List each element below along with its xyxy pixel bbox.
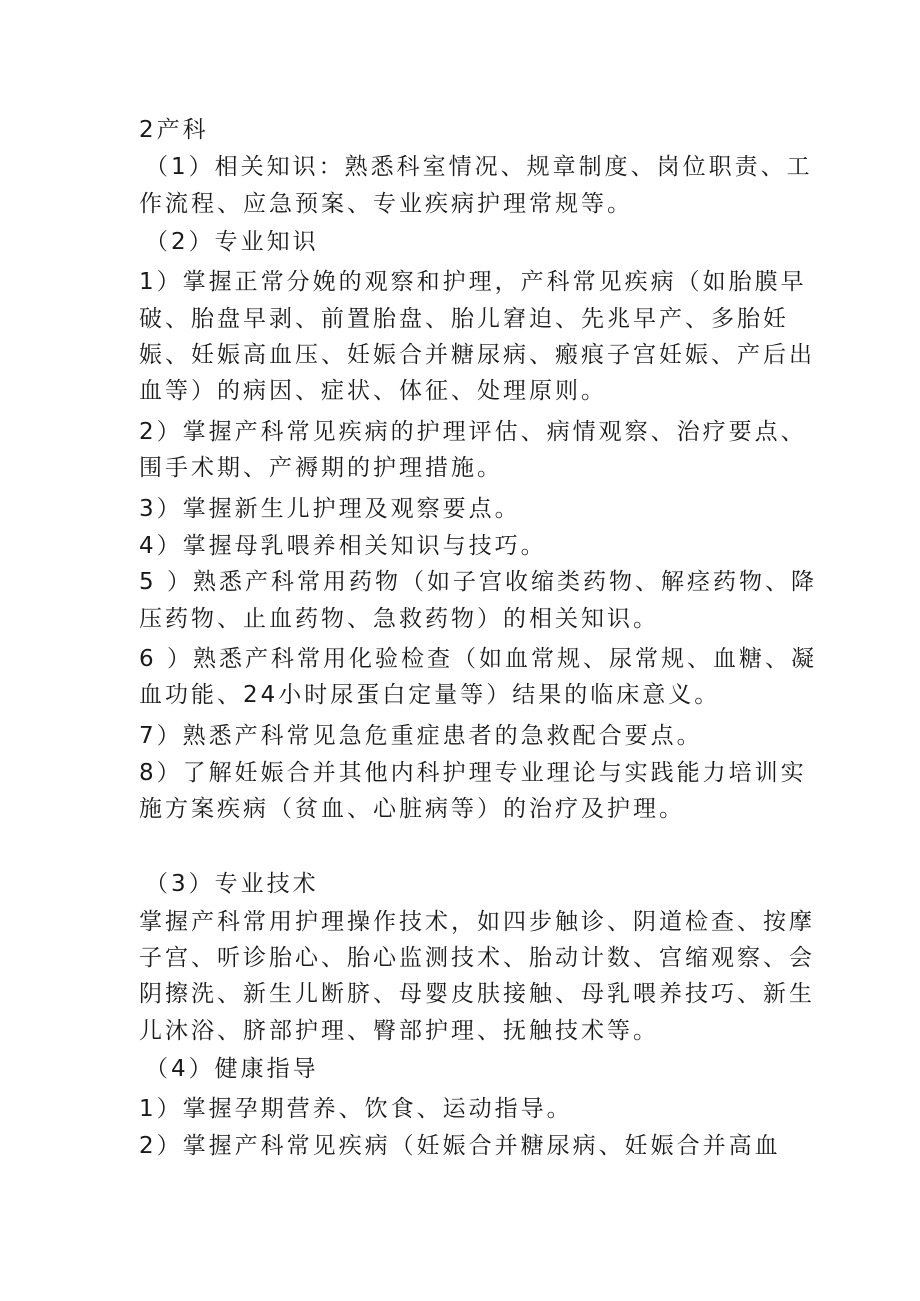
subsection-heading: （4）健康指导 (145, 1056, 319, 1082)
text-line: 2）掌握产科常见疾病（妊娠合并糖尿病、妊娠合并高血 (139, 1133, 781, 1159)
text-line: 阴擦洗、新生儿断脐、母婴皮肤接触、母乳喂养技巧、新生 (139, 981, 815, 1007)
text-line: 血功能、24小时尿蛋白定量等）结果的临床意义。 (139, 682, 721, 708)
text-line: 施方案疾病（贫血、心脏病等）的治疗及护理。 (139, 796, 685, 822)
subsection-heading: （3）专业技术 (145, 871, 319, 897)
text-line: 6 ）熟悉产科常用化验检查（如血常规、尿常规、血糖、凝 (139, 646, 817, 672)
text-line: 子宫、听诊胎心、胎心监测技术、胎动计数、宫缩观察、会 (139, 945, 815, 971)
text-line: 压药物、止血药物、急救药物）的相关知识。 (139, 606, 659, 632)
subsection-heading: （2）专业知识 (145, 229, 319, 255)
text-line: （1）相关知识：熟悉科室情况、规章制度、岗位职责、工 (145, 154, 813, 180)
text-line: 围手术期、产褥期的护理措施。 (139, 455, 503, 481)
text-line: 1）掌握正常分娩的观察和护理，产科常见疾病（如胎膜早 (139, 269, 807, 295)
text-line: 3）掌握新生儿护理及观察要点。 (139, 496, 521, 522)
text-line: 1）掌握孕期营养、饮食、运动指导。 (139, 1096, 573, 1122)
text-line: 儿沐浴、脐部护理、臀部护理、抚触技术等。 (139, 1018, 659, 1044)
text-line: 5 ）熟悉产科常用药物（如子宫收缩类药物、解痉药物、降 (139, 569, 817, 595)
text-line: 4）掌握母乳喂养相关知识与技巧。 (139, 533, 547, 559)
text-line: 血等）的病因、症状、体征、处理原则。 (139, 378, 607, 404)
text-line: 2）掌握产科常见疾病的护理评估、病情观察、治疗要点、 (139, 419, 807, 445)
text-line: 7）熟悉产科常见急危重症患者的急救配合要点。 (139, 723, 703, 749)
text-line: 娠、妊娠高血压、妊娠合并糖尿病、瘢痕子宫妊娠、产后出 (139, 342, 815, 368)
text-line: 作流程、应急预案、专业疾病护理常规等。 (139, 191, 633, 217)
text-line: 8）了解妊娠合并其他内科护理专业理论与实践能力培训实 (139, 760, 807, 786)
text-line: 破、胎盘早剥、前置胎盘、胎儿窘迫、先兆早产、多胎妊 (139, 306, 789, 332)
text-line: 掌握产科常用护理操作技术，如四步触诊、阴道检查、按摩 (139, 909, 815, 935)
section-heading: 2产科 (139, 117, 209, 143)
